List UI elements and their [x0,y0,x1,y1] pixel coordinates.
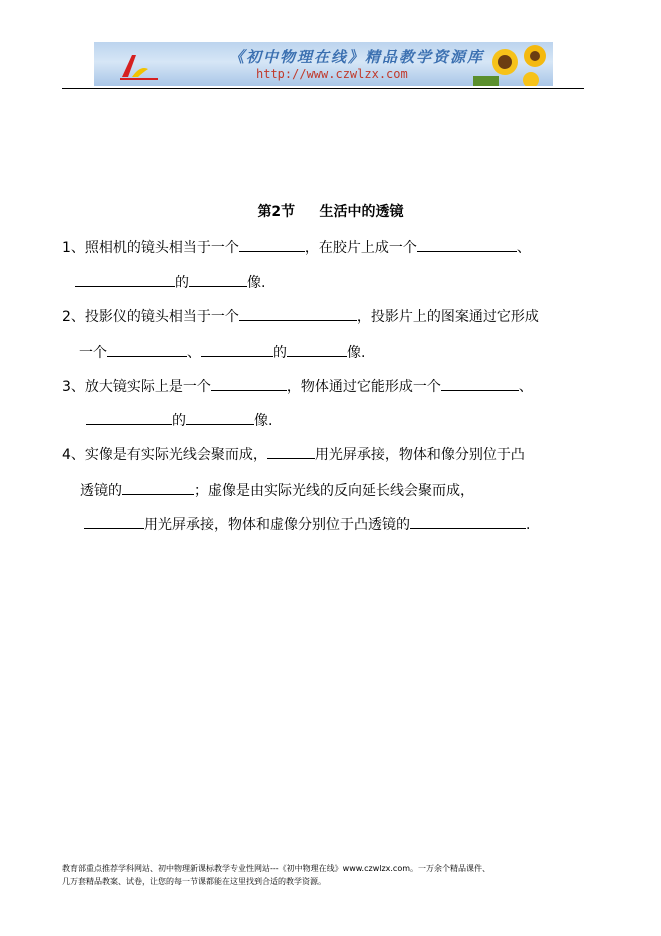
question-4-line-3 [84,513,530,535]
page-footer [62,862,602,888]
question-text: 、 [518,379,533,395]
question-1-line-2 [75,271,265,293]
answer-blank[interactable] [122,479,194,495]
footer-line: 教育部重点推荐学科网站、初中物理新课标教学专业性网站---《初中物理在线》www.czwlzx.com。一万余个精品课件、 [62,864,491,873]
answer-blank[interactable] [239,236,305,252]
question-text: 、 [516,240,531,256]
question-text: ，物体通过它能形成一个 [286,379,441,395]
answer-blank[interactable] [107,341,187,357]
footer-line: 几万套精品教案、试卷，让您的每一节课都能在这里找到合适的教学资源。 [62,877,326,886]
question-text: 的 [273,345,287,361]
banner-title: 《初中物理在线》精品教学资源库 [229,48,485,66]
header-divider [62,88,584,89]
question-text: 透镜的 [80,483,122,499]
site-logo-icon [118,49,160,81]
answer-blank[interactable] [417,236,517,252]
answer-blank[interactable] [410,513,526,529]
question-1-line-1 [62,236,531,258]
question-text: 的 [172,413,186,429]
answer-blank[interactable] [441,375,519,391]
question-text: 像. [247,275,266,291]
answer-blank[interactable] [287,341,347,357]
question-2-line-1 [62,305,539,327]
answer-blank[interactable] [267,443,315,459]
question-text: 像. [347,345,366,361]
answer-blank[interactable] [189,271,247,287]
question-4-line-2 [80,479,474,501]
question-text: 4、实像是有实际光线会聚而成， [62,447,267,463]
question-text: 、 [187,345,201,361]
question-text: 3、放大镜实际上是一个 [62,379,211,395]
answer-blank[interactable] [84,513,144,529]
question-text: 2、投影仪的镜头相当于一个 [62,309,239,325]
question-text: ，在胶片上成一个 [304,240,417,256]
answer-blank[interactable] [86,409,172,425]
question-3-line-1 [62,375,533,397]
answer-blank[interactable] [75,271,175,287]
question-text: . [526,517,531,533]
question-text: 一个 [79,345,107,361]
question-text: 像. [254,413,273,429]
question-text: 的 [175,275,189,291]
answer-blank[interactable] [211,375,287,391]
question-2-line-2 [79,341,365,363]
banner-url: http://www.czwlzx.com [256,67,408,81]
answer-blank[interactable] [239,305,357,321]
question-text: 1、照相机的镜头相当于一个 [62,240,239,256]
answer-blank[interactable] [201,341,273,357]
answer-blank[interactable] [186,409,254,425]
question-text: ，投影片上的图案通过它形成 [356,309,539,325]
section-title: 第2节 生活中的透镜 [257,204,404,220]
question-text: ；虚像是由实际光线的反向延长线会聚而成， [194,483,474,499]
question-4-line-1 [62,443,525,465]
question-3-line-2 [86,409,272,431]
header-banner [94,42,553,86]
question-text: 用光屏承接，物体和虚像分别位于凸透镜的 [144,517,410,533]
question-text: 用光屏承接，物体和像分别位于凸 [314,447,525,463]
sunflower-icon [473,42,553,86]
